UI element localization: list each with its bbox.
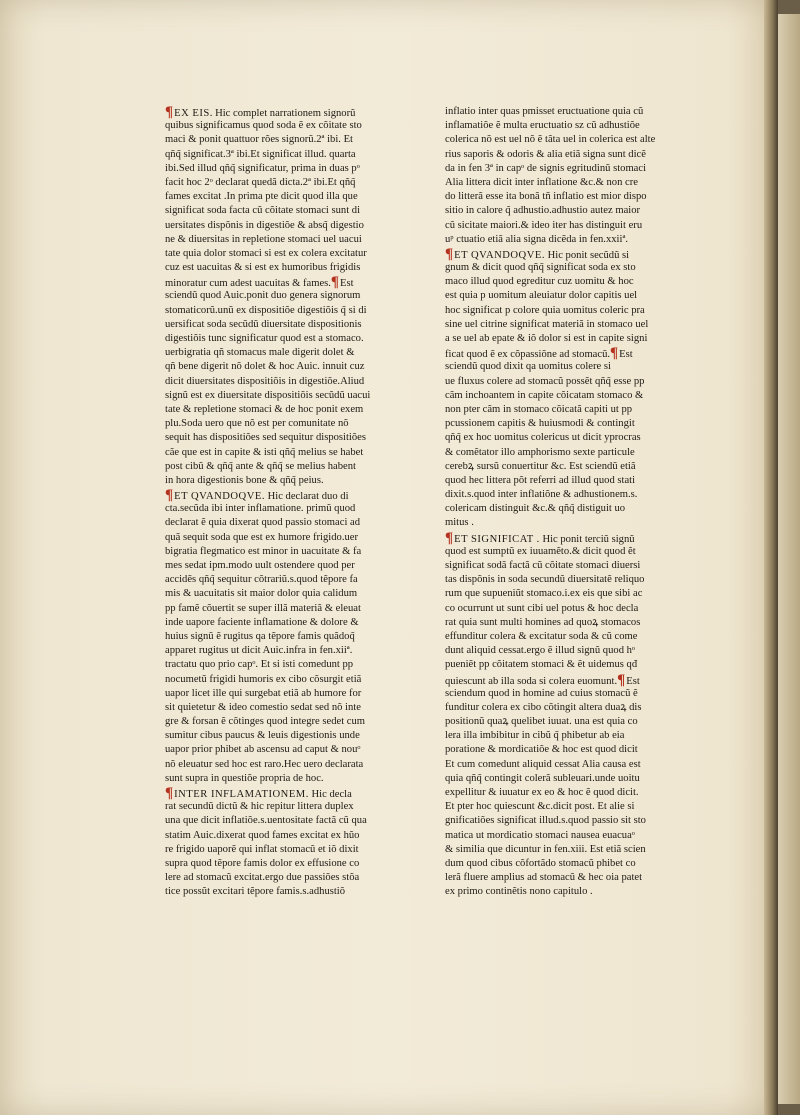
text-line	[445, 119, 683, 133]
line-text: tate & repletione stomaci & de hoc ponit exem	[165, 403, 364, 415]
text-line	[165, 587, 403, 601]
line-text: huius signũ ẽ rugitus qa tẽpore famis quãdoq̃	[165, 630, 355, 642]
text-line	[445, 587, 683, 601]
line-text: nõ eleuatur sed hoc est raro.Hec uero declarata	[165, 758, 364, 770]
text-line	[165, 219, 403, 233]
line-text: minoratur cum adest uacuitas & fames.	[165, 278, 331, 290]
text-line	[445, 318, 683, 332]
line-text: Hic ponit terciũ signũ	[539, 533, 635, 545]
pilcrow-mark: ¶	[617, 672, 626, 687]
line-text: & similia que dicuntur in fen.xiii. Est etiã scien	[445, 843, 646, 855]
text-line	[445, 446, 683, 460]
text-line	[165, 431, 403, 445]
line-text: expellitur & iuuatur ex eo & hoc ẽ quod dicit.	[445, 787, 639, 798]
text-line	[165, 474, 403, 488]
text-line	[445, 346, 683, 360]
text-line	[165, 190, 403, 204]
line-text: Hic decla	[308, 789, 352, 800]
text-line	[165, 743, 403, 757]
text-line	[165, 460, 403, 474]
line-text: . Hic complet narrationem signorũ	[209, 108, 356, 119]
text-line	[165, 502, 403, 516]
line-text: gnum & dicit quod qñq̃ significat soda ex sto	[445, 262, 636, 274]
section-inflatio	[445, 105, 683, 247]
line-text: pueniẽt pp cõitatem stomaci & ẽt uidemus qđ	[445, 659, 638, 671]
line-text: co ocurrunt ut sunt cibi uel potus & hoc decla	[445, 602, 639, 614]
text-line	[445, 701, 683, 715]
text-line	[445, 715, 683, 729]
line-text: non pter cãm in stomaco cõicatã capiti ut pp	[445, 403, 633, 415]
text-line	[445, 204, 683, 218]
line-text: re frigido uaporẽ qui inflat stomacũ et iõ dixit	[165, 843, 359, 855]
text-line	[165, 729, 403, 743]
line-text: sit quietetur & ideo comestio sedat sed nõ inte	[165, 701, 361, 713]
line-text: quod est sumptũ ex iuuamẽto.& dicit quod ẽt	[445, 545, 636, 557]
text-line	[165, 658, 403, 672]
section-et-quandoque-2	[445, 247, 683, 531]
line-text: cerebꝝ sursũ conuertitur &c. Est sciendũ etiã	[445, 460, 636, 472]
line-text: quiescunt ab illa soda si colera euomunt.	[445, 675, 618, 687]
line-text: colericam distinguit &c.& qñq̃ distiguit uo	[445, 503, 626, 515]
text-line	[165, 786, 403, 800]
line-text: uᵖ ctuatio etiã alia signa dicẽda in fen.xxiiª.	[445, 233, 629, 245]
text-line	[165, 247, 403, 261]
text-line	[445, 133, 683, 147]
line-text: post cibũ & qñq̃ ante & qñq̃ se melius habent	[165, 460, 356, 472]
line-text: lerã fluere amplius ad stomacũ & hec oia patet	[445, 872, 643, 884]
line-text: supra quod tẽpore famis dolor ex effusione co	[165, 857, 360, 869]
text-line	[445, 871, 683, 885]
pilcrow-mark: ¶	[330, 275, 340, 290]
line-text: maco illud quod egreditur cuz uomitu & hoc	[445, 276, 634, 288]
text-line	[445, 630, 683, 644]
text-line	[445, 417, 683, 431]
line-text: sciendũ quod Auic.ponit duo genera signorum	[165, 290, 361, 302]
line-text: uapor licet ille qui surgebat etiã ab humore for	[165, 687, 362, 699]
line-text: lere ad stomacũ excitat.ergo due passiões stõa	[165, 872, 360, 884]
line-text: cũ sicitate maiori.& ideo iter has distinguit eru	[445, 219, 643, 231]
section-ex-eis	[165, 105, 403, 488]
line-text: sciendũ quod dixit qa uomitus colere si	[445, 361, 611, 373]
line-text: Hic ponit secũdũ si	[544, 249, 630, 261]
line-text: qñ bene digerit nõ dolet & hoc Auic. innuit cuz	[165, 361, 365, 373]
line-text: lera illa imbibitur in cibũ q̃ phibetur ab eia	[445, 730, 625, 742]
line-text: cãe que est in capite & isti qñq̃ melius se habet	[165, 446, 364, 458]
line-text: sine uel citrine significat materiã in stomaco uel	[445, 318, 649, 330]
text-line	[165, 885, 403, 899]
text-line	[445, 885, 683, 899]
text-line	[165, 417, 403, 431]
inline-mark-text: Est	[340, 278, 354, 290]
line-text: quod hec littera põt referri ad illud quod stati	[445, 474, 636, 486]
line-text: statim Auic.dixerat quod fames excitat ex hũo	[165, 829, 360, 841]
text-line	[445, 148, 683, 162]
line-text: accidẽs qñq̃ sequitur cõtrariũ.s.quod tẽpore fa	[165, 574, 358, 586]
text-line	[165, 630, 403, 644]
line-text: Alia littera dicit inter inflatione &c.& non cre	[445, 176, 638, 188]
line-text: cta.secũda ibi inter inflamatione. primũ quod	[165, 503, 356, 515]
pilcrow-mark: ¶	[165, 786, 174, 801]
line-text: mes sedat ipm.modo uult ostendere quod per	[165, 560, 355, 571]
text-line	[445, 162, 683, 176]
text-line	[165, 304, 403, 318]
line-text: plu.Soda uero que nõ est per comunitate nõ	[165, 418, 349, 430]
text-line	[165, 573, 403, 587]
text-line	[165, 701, 403, 715]
line-text: dicit diuersitates dispositiõis in digestiõe.Aliud	[165, 375, 365, 387]
text-line	[165, 758, 403, 772]
line-text: sitio in calore q̃ adhustio.adhustio autez maior	[445, 205, 641, 217]
line-text: effunditur colera & excitatur soda & cũ come	[445, 630, 638, 642]
line-text: cuz est uacuitas & si est ex humoribus frigidis	[165, 262, 361, 274]
line-text: dum quod cibus cõfortãdo stomacũ phibet co	[445, 857, 636, 869]
section-inter-inflamationem	[165, 786, 403, 900]
text-line	[165, 616, 403, 630]
section-headword: INTER INFLAMATIONEM.	[174, 789, 309, 800]
text-line	[165, 488, 403, 502]
line-text: quã sequit soda que est ex humore frigido.uer	[165, 531, 358, 543]
line-text: do litterã esse ita bonã tñ inflatio est mior dispo	[445, 191, 647, 203]
line-text: fames excitat .In prima pte dicit quod illa que	[165, 191, 358, 203]
text-line	[165, 360, 403, 374]
line-text: rat quia sunt multi homines ad quoꝝ stomacos	[445, 616, 641, 628]
text-line	[165, 204, 403, 218]
text-line	[445, 389, 683, 403]
text-line	[445, 673, 683, 687]
text-line	[165, 545, 403, 559]
line-text: rat secundũ dictũ & hic repitur littera duplex	[165, 801, 354, 813]
text-line	[165, 814, 403, 828]
line-text: in hora digestionis bone & qñq̃ peius.	[165, 474, 324, 486]
line-text: quia qñq̃ contingit colerã subleuari.unde uoitu	[445, 772, 640, 784]
line-text: maci & ponit quattuor rões signorũ.2ª ibi. Et	[165, 134, 353, 146]
text-line	[165, 871, 403, 885]
line-text: ficat quod ẽ ex cõpassiõne ad stomacũ.	[445, 349, 611, 361]
text-line	[445, 219, 683, 233]
text-line	[445, 304, 683, 318]
line-text: ue fluxus colere ad stomacũ possẽt qñq̃ esse pp	[445, 375, 645, 387]
text-line	[445, 829, 683, 843]
line-text: positionũ quaꝝ quelibet iuuat. una est quia co	[445, 716, 638, 728]
text-line	[445, 843, 683, 857]
text-line	[445, 758, 683, 772]
line-text: uapor prior phibet ab ascensu ad caput & nouᵒ	[165, 744, 361, 756]
line-text: qñq̃ significat.3ª ibi.Et significat illud. quarta	[165, 148, 356, 160]
line-text: sumitur cibus paucus & leuis digestionis unde	[165, 730, 360, 742]
line-text: uersitates dispõnis in digestiõe & absq̃ digestio	[165, 219, 364, 231]
section-headword: ET SIGNIFICAT .	[454, 533, 540, 545]
line-text: uersificat soda secũdũ diuersitate dispositionis	[165, 318, 362, 330]
text-line	[165, 772, 403, 786]
text-line	[165, 375, 403, 389]
text-line	[445, 488, 683, 502]
line-text: matica ut mordicatio stomaci nausea euacuaᵒ	[445, 829, 635, 841]
line-text: tractatu quo prio capᵒ. Et si isti comedunt pp	[165, 659, 354, 671]
line-text: Et cum comedunt aliquid cessat Alia causa est	[445, 758, 641, 770]
text-line	[445, 403, 683, 417]
line-text: tas dispõnis in soda secundũ diuersitatẽ reliquo	[445, 574, 645, 586]
line-text: rius saporis & odoris & alia etiã signa sunt dicẽ	[445, 148, 646, 160]
text-line	[165, 559, 403, 573]
line-text: una que dicit inflatiõe.s.uentositate factã cũ qua	[165, 815, 367, 827]
right-text-column	[445, 105, 683, 900]
line-text: dunt aliquid cessat.ergo ẽ illud signũ quod hᵒ	[445, 645, 635, 657]
line-text: tice possũt excitari tẽpore famis.s.adhustiõ	[165, 886, 346, 898]
text-line	[165, 332, 403, 346]
text-line	[165, 516, 403, 530]
text-line	[445, 431, 683, 445]
line-text: pcussionem capitis & huiusmodi & contingit	[445, 418, 635, 430]
text-line	[445, 658, 683, 672]
line-text: dixit.s.quod inter inflatiõne & adhustionem.s.	[445, 489, 638, 501]
text-line	[445, 190, 683, 204]
text-line	[165, 446, 403, 460]
text-line	[165, 105, 403, 119]
text-line	[165, 644, 403, 658]
text-line	[445, 743, 683, 757]
line-text: ex primo continẽtis nono capitulo .	[445, 886, 593, 898]
line-text: mis & uacuitatis sit maior dolor quia calidum	[165, 588, 358, 600]
line-text: declarat ẽ quia dixerat quod passio stomaci ad	[165, 517, 361, 529]
text-line	[445, 261, 683, 275]
text-line	[165, 289, 403, 303]
text-line	[165, 233, 403, 247]
text-line	[445, 247, 683, 261]
text-line	[445, 233, 683, 247]
line-text: cãm inchoantem in capite cõicatam stomaco &	[445, 389, 644, 401]
text-line	[165, 602, 403, 616]
left-text-column	[165, 105, 403, 900]
text-line	[445, 644, 683, 658]
text-line	[165, 318, 403, 332]
book-gutter	[764, 0, 778, 1115]
pilcrow-mark: ¶	[165, 488, 174, 503]
pilcrow-mark: ¶	[610, 346, 619, 361]
text-line	[445, 105, 683, 119]
text-line	[445, 516, 683, 530]
text-line	[445, 360, 683, 374]
section-headword: ET QVANDOQVE.	[454, 249, 545, 261]
text-line	[165, 829, 403, 843]
text-line	[165, 715, 403, 729]
text-line	[445, 573, 683, 587]
line-text: est quia p uomitum aleuiatur dolor capitis uel	[445, 290, 638, 302]
line-text: gnificatiões significat illud.s.quod passio sit sto	[445, 815, 646, 827]
text-line	[445, 332, 683, 346]
text-line	[445, 786, 683, 800]
section-headword: EX EIS	[174, 108, 210, 119]
text-line	[445, 275, 683, 289]
inline-mark-text: Est	[619, 349, 633, 361]
line-text: hoc significat p colore quia uomitus coleric pra	[445, 304, 645, 316]
line-text: digestiõis tunc significatur quod est a stomaco.	[165, 333, 364, 344]
text-line	[445, 800, 683, 814]
line-text: quibus significamus quod soda ẽ ex cõitate sto	[165, 120, 362, 132]
line-text: a se uel ab epate & iõ dolor si est in capite signi	[445, 333, 648, 344]
line-text: tate quia dolor stomaci si est ex colera excitatur	[165, 247, 367, 259]
line-text: gre & forsan ẽ cõtinges quod integre sedet cum	[165, 716, 366, 728]
line-text: Et pter hoc quiescunt &c.dicit post. Et alie si	[445, 801, 635, 813]
text-line	[165, 843, 403, 857]
text-line	[165, 119, 403, 133]
line-text: inflamatiõe ẽ multa eructuatio sz cũ adhustiõe	[445, 120, 640, 132]
text-line	[165, 162, 403, 176]
text-line	[445, 616, 683, 630]
text-line	[165, 403, 403, 417]
text-line	[445, 502, 683, 516]
line-text: significat soda facta cũ cõitate stomaci sunt di	[165, 205, 361, 217]
text-line	[445, 559, 683, 573]
line-text: facit hoc 2ᵒ declarat quedã dicta.2ª ibi.Et qñq̃	[165, 176, 356, 188]
text-line	[445, 772, 683, 786]
text-line	[165, 275, 403, 289]
text-line	[165, 687, 403, 701]
line-text: bigratia flegmatico est minor in uacuitate & fa	[165, 545, 362, 557]
line-text: pp famẽ cõuertit se super illã materiã & eleuat	[165, 602, 361, 614]
line-text: sequit has dispositiões sed sequitur dispositiões	[165, 432, 366, 444]
line-text: signũ est ex diuersitate dispositiõis secũdũ uacui	[165, 389, 371, 401]
text-line	[165, 346, 403, 360]
text-line	[445, 531, 683, 545]
line-text: poratione & mordicatiõe & hoc est quod dicit	[445, 744, 638, 756]
text-line	[445, 375, 683, 389]
section-headword: ET QVANDOQVE.	[174, 491, 265, 503]
line-text: sciendum quod in homine ad cuius stomacũ ẽ	[445, 687, 638, 699]
line-text: nocumetũ frigidi humoris ex cibo cõsurgit etiã	[165, 673, 362, 685]
text-line	[445, 289, 683, 303]
line-text: uerbigratia qñ stomacus male digerit dolet &	[165, 347, 355, 359]
inline-mark-text: Est	[626, 675, 640, 687]
line-text: qñq̃ ex hoc uomitus colericus ut dicit yprocras	[445, 432, 641, 444]
text-line	[445, 176, 683, 190]
line-text: ibi.Sed illud qñq̃ significatur, prima in duas pᵒ	[165, 162, 360, 174]
text-line	[445, 814, 683, 828]
pilcrow-mark: ¶	[165, 105, 174, 120]
line-text: colerica nõ est uel nõ ẽ tãta uel in colerica est alte	[445, 134, 656, 146]
text-line	[445, 460, 683, 474]
text-line	[445, 474, 683, 488]
text-line	[445, 729, 683, 743]
text-line	[165, 857, 403, 871]
line-text: significat sodã factã cũ cõitate stomaci diuersi	[445, 560, 641, 571]
text-line	[165, 148, 403, 162]
line-text: stomaticorũ.unũ ex dispositiõe digestiõis q̃ si di	[165, 304, 367, 316]
text-line	[165, 176, 403, 190]
line-text: mitus .	[445, 517, 474, 529]
section-et-quandoque	[165, 488, 403, 786]
section-et-significat	[445, 531, 683, 900]
facing-page-edge	[778, 14, 800, 1104]
text-line	[165, 673, 403, 687]
pilcrow-mark: ¶	[445, 530, 454, 545]
text-line	[165, 531, 403, 545]
pilcrow-mark: ¶	[445, 246, 454, 262]
line-text: da in fen 3ª in capᵒ de signis egritudinũ stomaci	[445, 162, 647, 174]
text-line	[445, 687, 683, 701]
text-line	[165, 261, 403, 275]
text-line	[445, 857, 683, 871]
line-text: ne & diuersitas in repletione stomaci uel uacui	[165, 233, 362, 245]
text-line	[165, 133, 403, 147]
text-line	[445, 602, 683, 616]
text-line	[165, 800, 403, 814]
line-text: Hic declarat duo di	[264, 491, 349, 503]
line-text: inde uapore faciente inflamatione & dolore &	[165, 616, 359, 628]
line-text: & comẽtator illo amphorismo sexte particule	[445, 446, 635, 458]
line-text: funditur colera ex cibo cõtingit altera duaꝝ dis	[445, 701, 642, 713]
text-line	[445, 545, 683, 559]
line-text: apparet rugitus ut dicit Auic.infra in fen.xiiª.	[165, 645, 353, 657]
line-text: inflatio inter quas pmisset eructuatione quia cũ	[445, 106, 644, 117]
line-text: sunt supra in questiõe propria de hoc.	[165, 772, 324, 784]
line-text: rum que supueniũt stomaco.i.ex eis que sibi ac	[445, 588, 643, 600]
text-line	[165, 389, 403, 403]
